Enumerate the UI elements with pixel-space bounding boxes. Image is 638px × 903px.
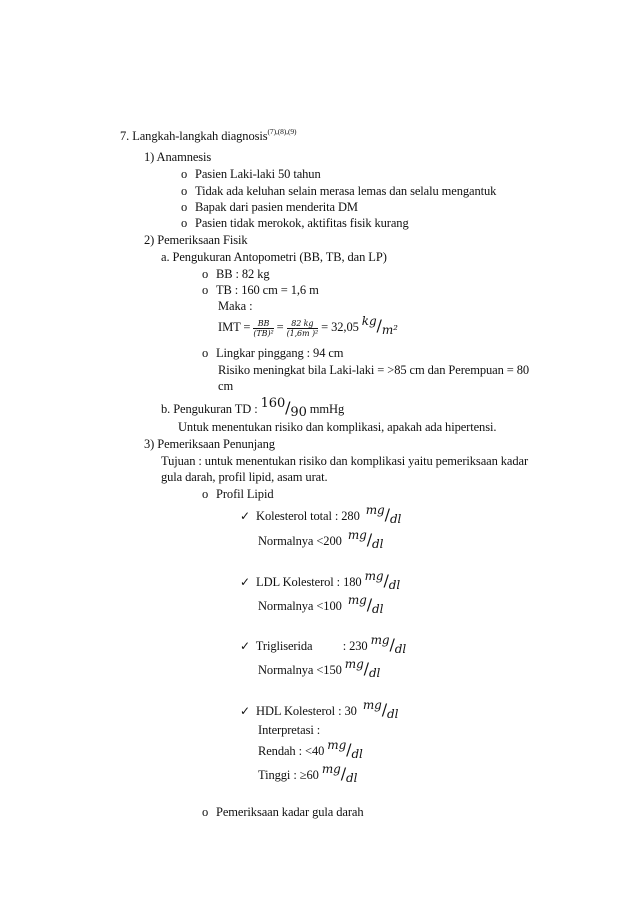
list-item bbox=[202, 266, 270, 282]
unit-fraction: mg/dl bbox=[365, 503, 402, 526]
unit-fraction: mg/dl bbox=[321, 762, 358, 785]
imt-formula: IMT = $\frac{BB}{\text{(TB)²}}$ = $\frac{82 kg}{\text{(1,6m )²}}$ = 32,05 kg/m² bbox=[218, 314, 398, 338]
bb-value: BB : 82 kg bbox=[216, 267, 270, 281]
bullet-icon: o bbox=[202, 346, 209, 360]
list-item bbox=[202, 804, 363, 820]
check-icon: ✓ bbox=[240, 704, 250, 718]
interpretasi-label: Interpretasi : bbox=[258, 723, 321, 737]
check-icon: ✓ bbox=[240, 639, 250, 653]
maka-label: Maka : bbox=[218, 299, 253, 313]
list-item bbox=[202, 345, 343, 361]
hdl-rendah: Rendah : <40 mg/dl bbox=[258, 738, 363, 761]
risk-text-2: cm bbox=[218, 379, 234, 393]
tb-value: TB : 160 cm = 1,6 m bbox=[216, 283, 319, 297]
anamnesis-title: 1) Anamnesis bbox=[144, 150, 212, 164]
unit-fraction: mg/dl bbox=[370, 633, 407, 656]
trigliserida: ✓ Trigliserida : 230 mg/dl bbox=[240, 633, 407, 656]
imt-fraction-2: $\frac{82 kg}{\text{(1,6m )²}}$ bbox=[286, 318, 319, 338]
td-description: Untuk menentukan risiko dan komplikasi, apakah ada hipertensi. bbox=[178, 420, 497, 434]
tujuan-text-1: Tujuan : untuk menentukan risiko dan komplikasi yaitu pemeriksaan kadar bbox=[161, 454, 529, 468]
imt-fraction-1: $\frac{BB}{\text{(TB)²}}$ bbox=[253, 318, 274, 338]
bullet-icon: o bbox=[202, 267, 209, 281]
tujuan-text-2: gula darah, profil lipid, asam urat. bbox=[161, 470, 328, 484]
heading-text: 7. Langkah-langkah diagnosis bbox=[120, 129, 268, 143]
check-icon: ✓ bbox=[240, 575, 250, 589]
list-item: o Pasien tidak merokok, aktifitas fisik kurang bbox=[181, 216, 409, 230]
list-item: o Tidak ada keluhan selain merasa lemas dan selalu mengantuk bbox=[181, 184, 497, 198]
list-item: o Bapak dari pasien menderita DM bbox=[181, 200, 358, 214]
gula-darah-label: Pemeriksaan kadar gula darah bbox=[216, 805, 364, 819]
imt-unit: kg/m² bbox=[361, 314, 398, 337]
unit-fraction: mg/dl bbox=[327, 738, 363, 761]
section-heading bbox=[120, 124, 296, 144]
pemeriksaan-penunjang-title: 3) Pemeriksaan Penunjang bbox=[144, 437, 275, 451]
profil-lipid-label: Profil Lipid bbox=[216, 487, 274, 501]
heading-references: (7),(8),(9) bbox=[267, 127, 297, 136]
bullet-icon: o bbox=[181, 167, 188, 181]
bullet-icon: o bbox=[202, 283, 209, 297]
bullet-icon: o bbox=[202, 805, 209, 819]
list-item bbox=[202, 486, 273, 502]
td-measurement: b. Pengukuran TD : 160/90 mmHg bbox=[161, 396, 345, 420]
hdl-tinggi: Tinggi : ≥60 mg/dl bbox=[258, 762, 358, 785]
ldl-kolesterol: ✓ LDL Kolesterol : 180 mg/dl bbox=[240, 569, 401, 592]
kolesterol-total-normal: Normalnya <200 mg/dl bbox=[258, 528, 384, 551]
bullet-icon: o bbox=[202, 487, 209, 501]
imt-value: = 32,05 bbox=[321, 320, 359, 334]
trigliserida-normal: Normalnya <150 mg/dl bbox=[258, 657, 381, 680]
list-item: o Pasien Laki-laki 50 tahun bbox=[181, 167, 321, 181]
hdl-kolesterol: ✓ HDL Kolesterol : 30 mg/dl bbox=[240, 698, 399, 721]
unit-fraction: mg/dl bbox=[347, 528, 384, 551]
bullet-icon: o bbox=[181, 200, 188, 214]
unit-fraction: mg/dl bbox=[362, 698, 399, 721]
check-icon: ✓ bbox=[240, 509, 250, 523]
unit-fraction: mg/dl bbox=[344, 657, 381, 680]
td-fraction: 160/90 bbox=[260, 396, 307, 420]
unit-fraction: mg/dl bbox=[364, 569, 401, 592]
pemeriksaan-fisik-title: 2) Pemeriksaan Fisik bbox=[144, 233, 248, 247]
antopometri-title: a. Pengukuran Antopometri (BB, TB, dan LP) bbox=[161, 250, 387, 264]
list-item bbox=[202, 282, 319, 298]
kolesterol-total: ✓ Kolesterol total : 280 mg/dl bbox=[240, 503, 402, 526]
risk-text-1: Risiko meningkat bila Laki-laki = >85 cm dan Perempuan = 80 bbox=[218, 363, 530, 377]
bullet-icon: o bbox=[181, 184, 188, 198]
lingkar-pinggang: Lingkar pinggang : 94 cm bbox=[216, 346, 344, 360]
unit-fraction: mg/dl bbox=[347, 593, 384, 616]
ldl-normal: Normalnya <100 mg/dl bbox=[258, 593, 384, 616]
bullet-icon: o bbox=[181, 216, 188, 230]
